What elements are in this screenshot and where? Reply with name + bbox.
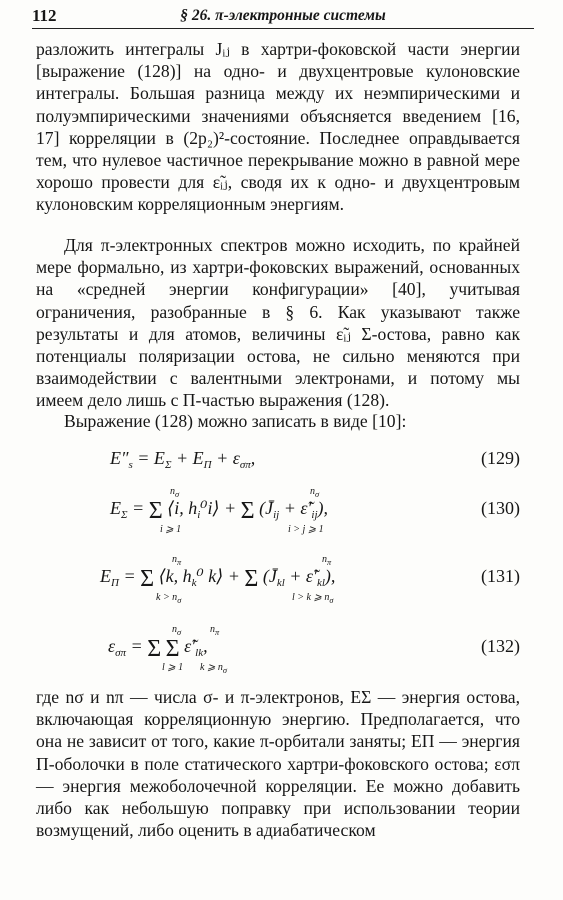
equation-129 (60, 440, 520, 484)
equation-number: (129) (481, 448, 520, 468)
paragraph-4: где nσ и nπ — числа σ- и π-электронов, EΣ — энергия остова, включающая корреляционную энергию. Предполагается, что она не зависит от того, какие π-орбитали заняты; EП — энергия П-оболочки в поле статического хартри-фоковского остова; εσπ — энергия межоболочечной корреляции. Ее можно добавить либо как небольшую поправку при использовании теории возмущений, либо оценить в адиабатическом (36, 687, 520, 841)
equation-formula: $E_П = \Sigma$ ⟨k, $h_k^0$ k⟩ + Σ ($J̄_{kl}$ + $\varepsiloñ'_{kl}$), (100, 566, 336, 592)
equation-130: $E_\Sigma = \Sigma$ ⟨i, $h_i^0i⟩ + \Sigma$ ($J̄_{ij}$ + $\varepsiloñ'_{ij}$), $n_\sigma$ i ⩾ 1 $n_\sigma$ i > j ⩾ 1 (130) (110, 486, 520, 535)
paragraph-1: разложить интегралы Jᵢⱼ в хартри-фоковской части энергии [выражение (128)] на одно- и двухцентровые кулоновские интегралы. Большая разница между их неэмпирическими и полуэмпирическими значениями объясняется введением [16, 17] корреляции в (2p₂)²-состояние. Последнее оправдывается тем, что нулевое частичное перекрывание можно в равной мере хорошо провести для ε̃ᵢⱼ, сводя их к одно- и двухцентровым кулоновским корреляционным энергиям. (36, 39, 520, 215)
equation-number: (132) (481, 636, 520, 656)
equation-132: $\varepsilon_{\sigma\pi} = \Sigma$ Σ $\varepsiloñ'_{lk}$, $n_\sigma$ l ⩾ 1 $n_\pi$ k ⩾ $n_\sigma$ (132) (108, 624, 520, 675)
equation-number: (130) (481, 498, 520, 518)
paragraph-3: Выражение (128) можно записать в виде [10]: (64, 411, 407, 431)
paragraph-2: Для π-электронных спектров можно исходить, по крайней мере формально, из хартри-фоковских выражений, основанных на «средней энергии конфигурации» [40], учитывая ограничения, разобранные в § 6. Как указывают также результаты и для атомов, величины ε̃ᵢⱼ Σ-остова, равно как потенциалы поляризации остова, не сильно меняются при взаимодействии с валентными электронами, и потому мы имеем дело лишь с П-частью выражения (128). (36, 235, 520, 411)
equation-131: $E_П = \Sigma$ ⟨k, $h_k^0$ k⟩ + Σ ($J̄_{kl}$ + $\varepsiloñ'_{kl}$), $n_\pi$ $k > n_\sigma$ $n_\pi$ l > k ⩾ $n_\sigma$ (131) (100, 554, 520, 605)
equation-formula: $E_\Sigma = \Sigma$ ⟨i, $h_i^0i⟩ + \Sigma$ ($J̄_{ij}$ + $\varepsiloñ'_{ij}$), (110, 498, 329, 524)
equation-formula: $\varepsilon_{\sigma\pi} = \Sigma$ Σ $\varepsiloñ'_{lk}$, (108, 636, 208, 662)
equation-formula: $E''_s = E_\Sigma + E_П + \varepsilon_{\sigma\pi}$, (110, 448, 256, 471)
page-header (32, 2, 534, 29)
equation-number: (131) (481, 566, 520, 586)
running-title: § 26. π-электронные системы (180, 7, 386, 24)
page-number: 112 (32, 6, 57, 25)
